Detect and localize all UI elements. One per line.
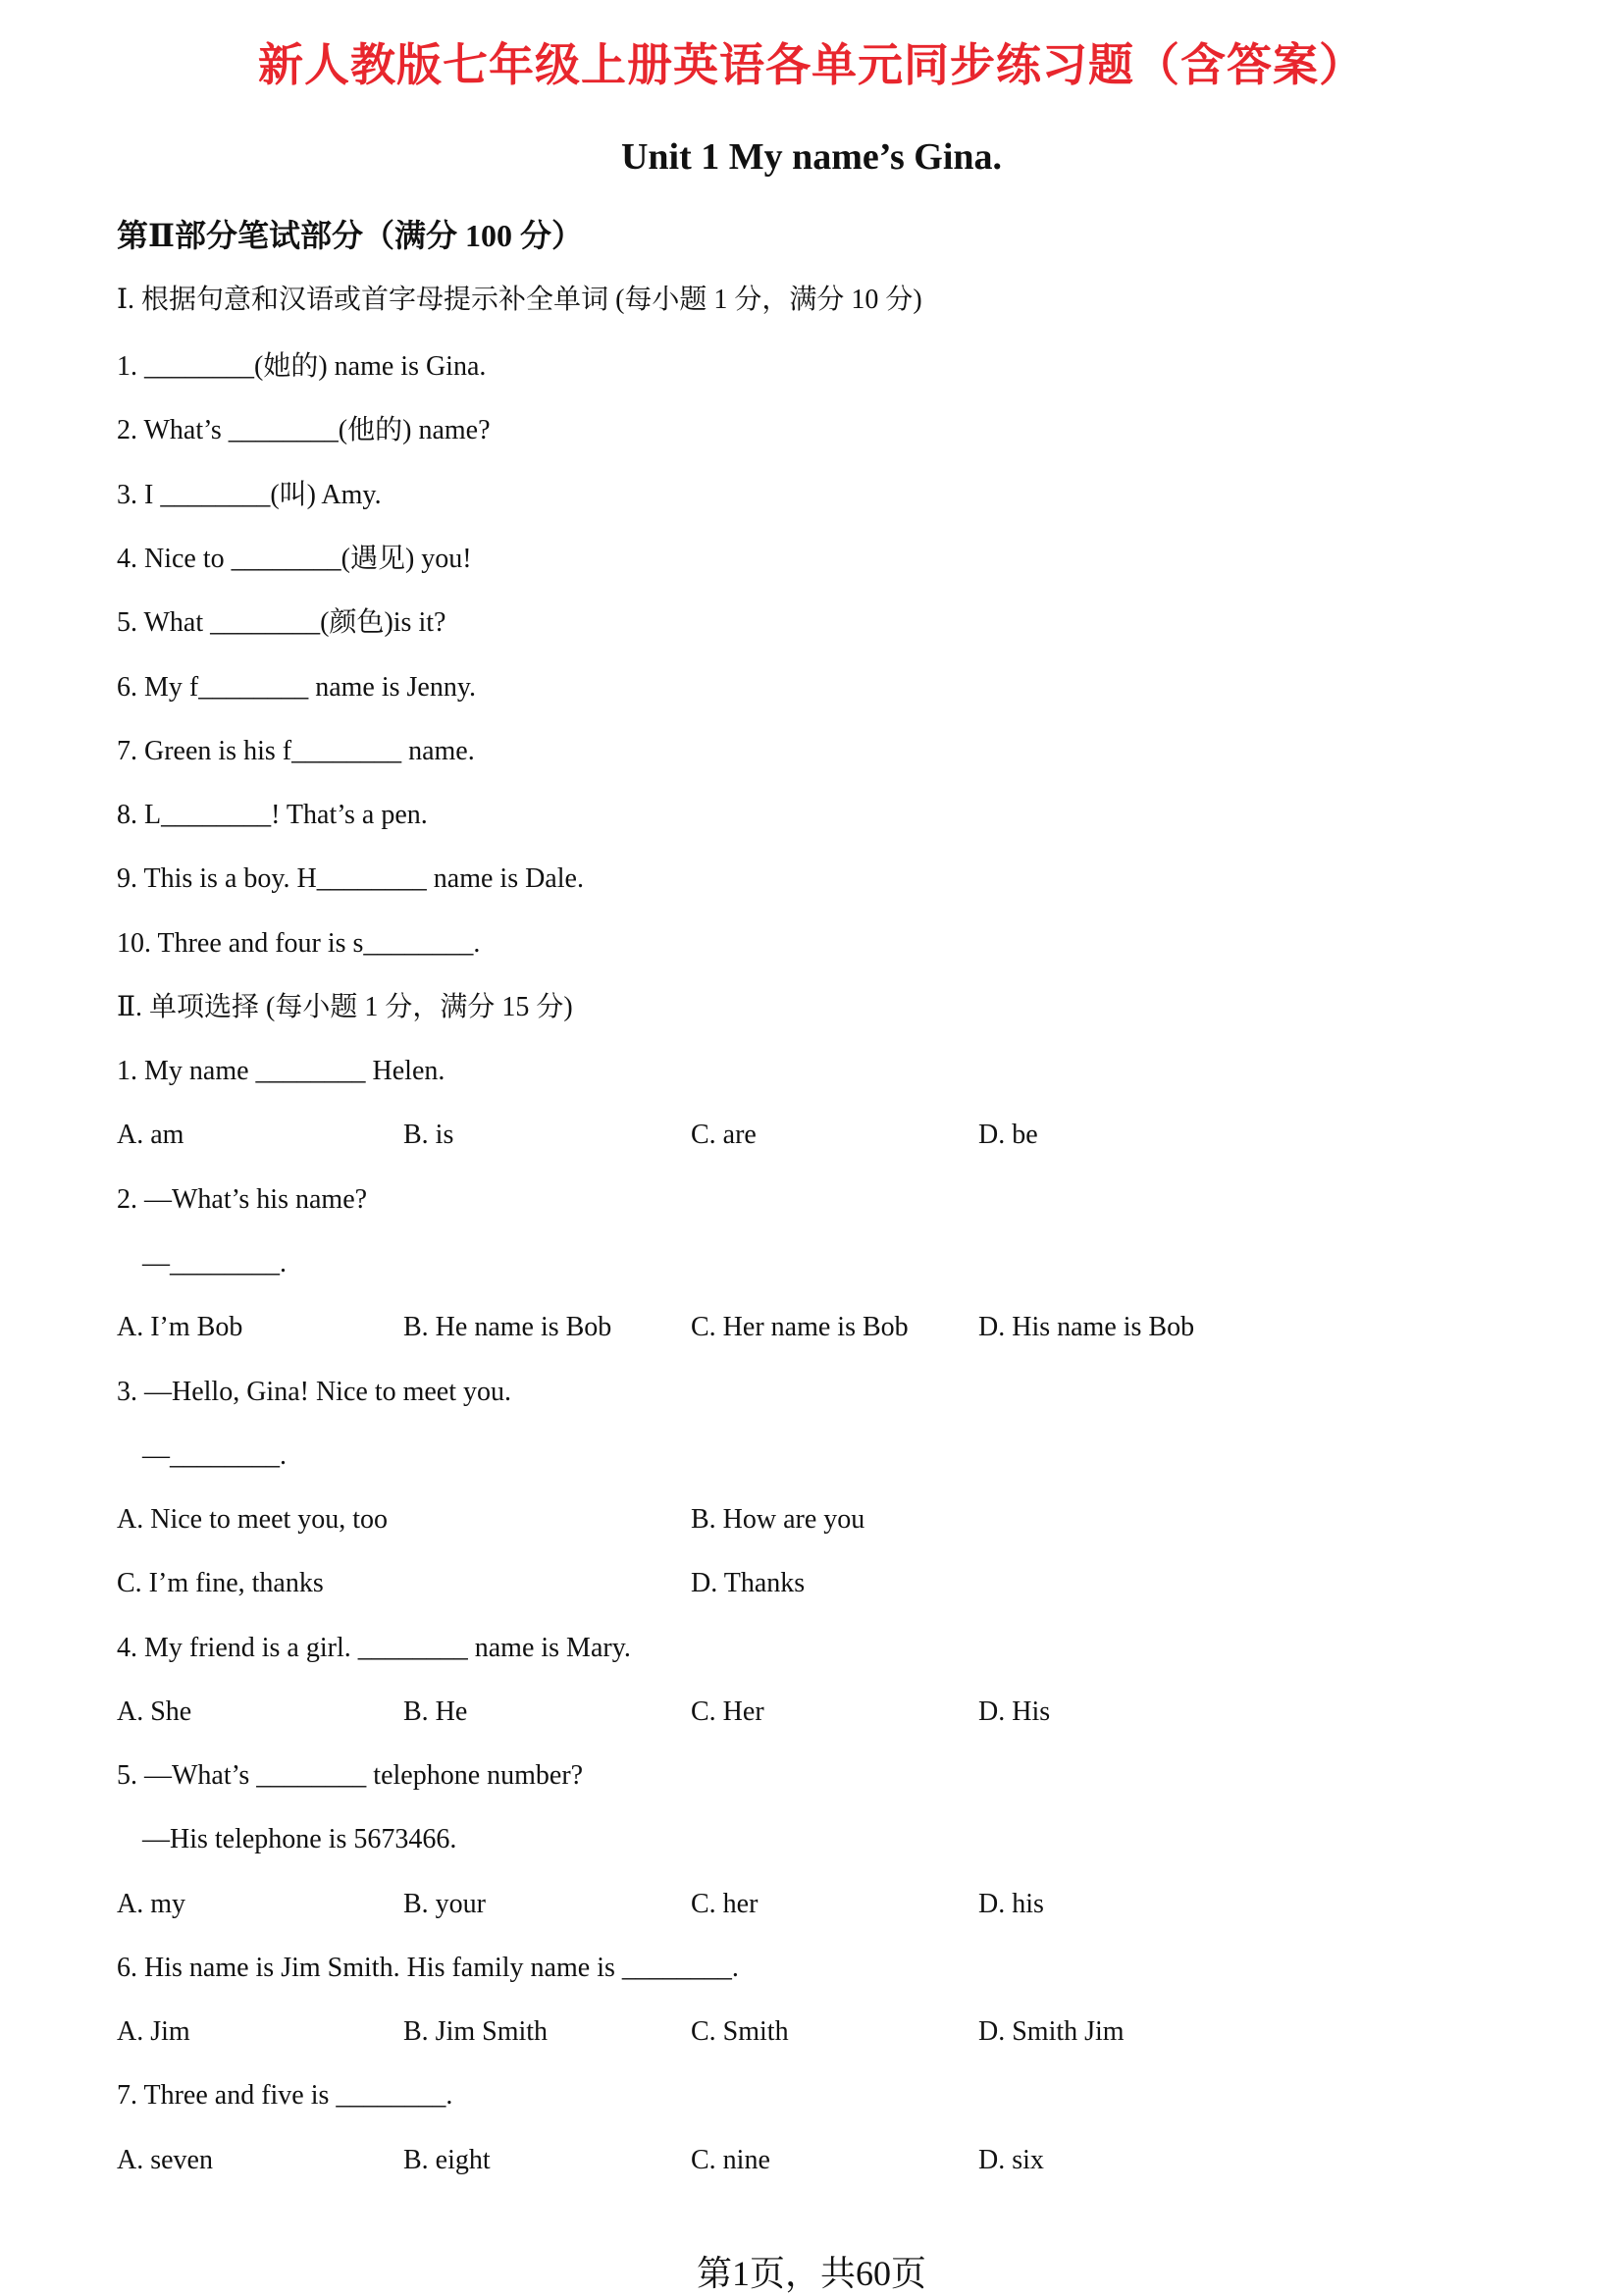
part2-heading: Ⅱ. 单项选择 (每小题 1 分，满分 15 分)	[117, 992, 573, 1022]
section-title: 第Ⅱ部分笔试部分（满分 100 分）	[117, 218, 583, 253]
q2-option-c: C. Her name is Bob	[691, 1312, 909, 1342]
q5-stem: 5. —What’s ________ telephone number?	[117, 1760, 584, 1791]
q6-option-c: C. Smith	[691, 2016, 789, 2047]
part1-item-5: 5. What ________(颜色)is it?	[117, 607, 446, 638]
document-title: 新人教版七年级上册英语各单元同步练习题（含答案）	[258, 38, 1365, 91]
q2-option-d: D. His name is Bob	[978, 1312, 1195, 1342]
q4-option-b: B. He	[403, 1696, 468, 1727]
part1-item-6: 6. My f________ name is Jenny.	[117, 672, 477, 703]
q6-stem: 6. His name is Jim Smith. His family name is ________.	[117, 1953, 739, 1983]
q5-option-c: C. her	[691, 1889, 759, 1919]
part1-item-8: 8. L________! That’s a pen.	[117, 800, 428, 830]
q4-option-d: D. His	[978, 1696, 1051, 1727]
part1-item-2: 2. What’s ________(他的) name?	[117, 415, 491, 445]
unit-title: Unit 1 My name’s Gina.	[620, 136, 1003, 178]
q7-option-c: C. nine	[691, 2145, 770, 2175]
part1-item-4: 4. Nice to ________(遇见) you!	[117, 544, 472, 574]
q5-reply: —His telephone is 5673466.	[142, 1824, 457, 1854]
part1-heading: Ⅰ. 根据句意和汉语或首字母提示补全单词 (每小题 1 分，满分 10 分)	[117, 285, 922, 315]
q1-option-c: C. are	[691, 1120, 757, 1150]
q2-option-a: A. I’m Bob	[117, 1312, 243, 1342]
q7-option-a: A. seven	[117, 2145, 213, 2175]
page-footer: 第1页，共60页	[696, 2254, 926, 2293]
q5-option-a: A. my	[117, 1889, 185, 1919]
q3-option-d: D. Thanks	[691, 1568, 806, 1598]
q7-option-d: D. six	[978, 2145, 1044, 2175]
part1-item-1: 1. ________(她的) name is Gina.	[117, 351, 487, 382]
q3-option-c: C. I’m fine, thanks	[117, 1568, 324, 1598]
q4-stem: 4. My friend is a girl. ________ name is Mary.	[117, 1633, 631, 1663]
q2-reply: —________.	[142, 1248, 287, 1278]
q2-option-b: B. He name is Bob	[403, 1312, 612, 1342]
q1-option-b: B. is	[403, 1120, 454, 1150]
part1-item-7: 7. Green is his f________ name.	[117, 736, 475, 766]
q1-stem: 1. My name ________ Helen.	[117, 1056, 445, 1086]
q5-option-d: D. his	[978, 1889, 1044, 1919]
q1-option-d: D. be	[978, 1120, 1038, 1150]
q1-option-a: A. am	[117, 1120, 184, 1150]
q2-stem: 2. —What’s his name?	[117, 1184, 368, 1215]
q7-stem: 7. Three and five is ________.	[117, 2080, 453, 2111]
q4-option-c: C. Her	[691, 1696, 764, 1727]
q3-reply: —________.	[142, 1440, 287, 1471]
part1-item-3: 3. I ________(叫) Amy.	[117, 480, 382, 510]
q6-option-a: A. Jim	[117, 2016, 190, 2047]
q3-option-a: A. Nice to meet you, too	[117, 1504, 389, 1535]
q4-option-a: A. She	[117, 1696, 192, 1727]
part1-item-10: 10. Three and four is s________.	[117, 928, 481, 959]
q5-option-b: B. your	[403, 1889, 486, 1919]
part1-item-9: 9. This is a boy. H________ name is Dale.	[117, 863, 584, 894]
q7-option-b: B. eight	[403, 2145, 491, 2175]
q3-option-b: B. How are you	[691, 1504, 865, 1535]
q6-option-d: D. Smith Jim	[978, 2016, 1125, 2047]
q6-option-b: B. Jim Smith	[403, 2016, 549, 2047]
q3-stem: 3. —Hello, Gina! Nice to meet you.	[117, 1377, 512, 1407]
